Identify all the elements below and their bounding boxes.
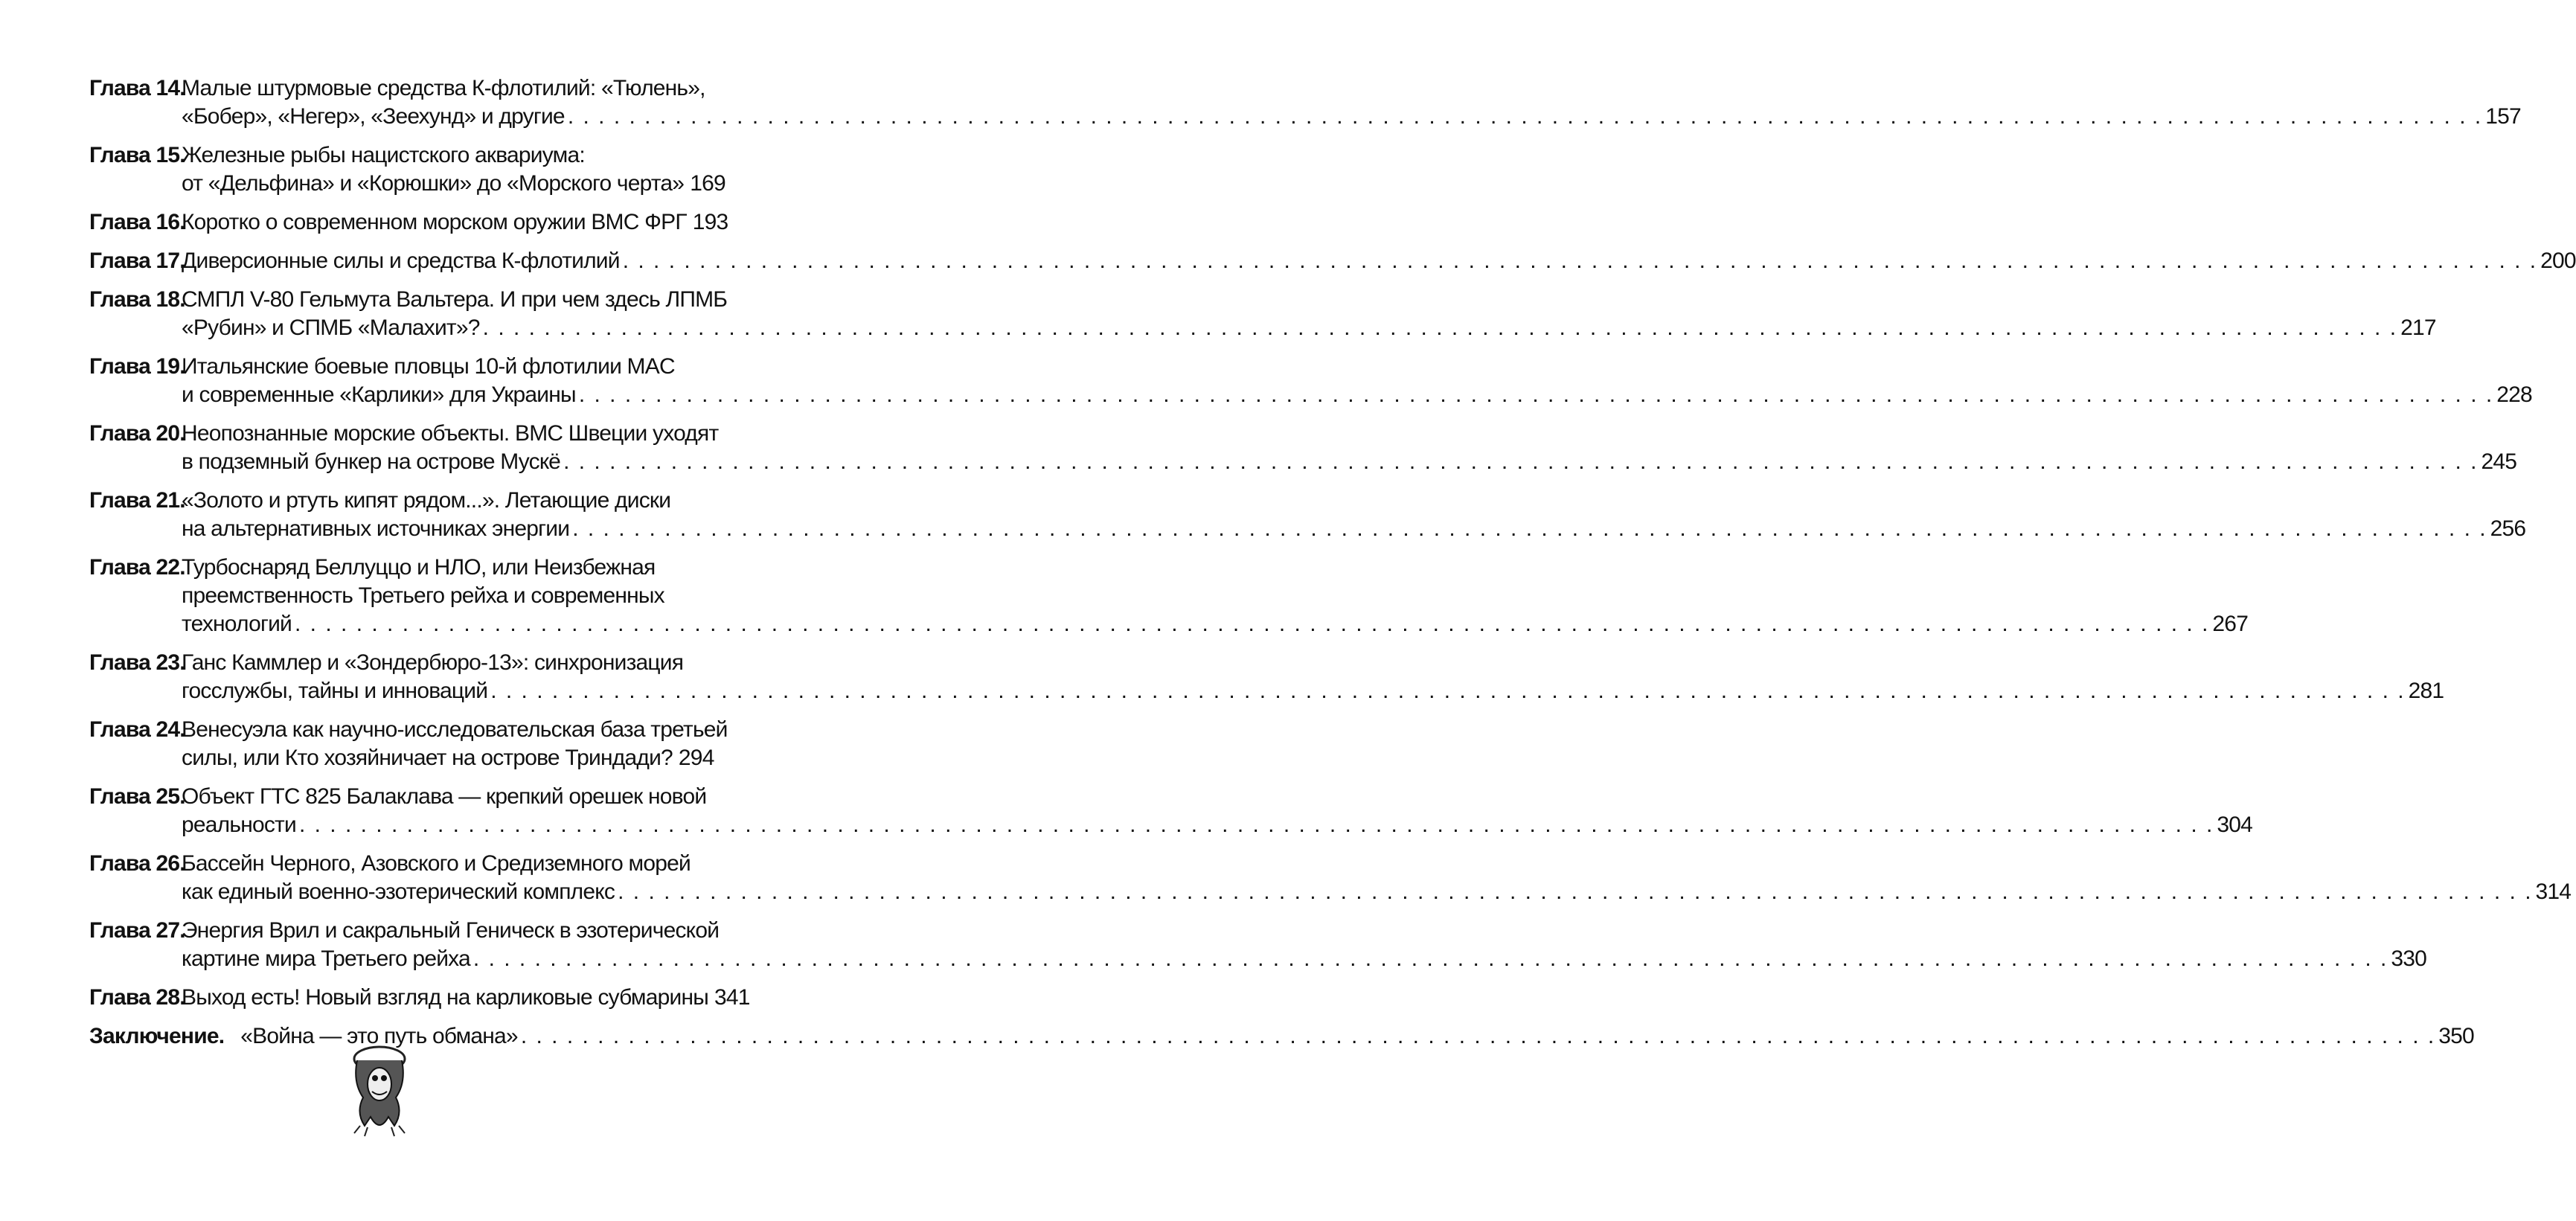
toc-entry-label: Глава 24. xyxy=(89,717,185,742)
toc-page-number: 200 xyxy=(2540,249,2576,273)
toc-entry-title: в подземный бункер на острове Мускё xyxy=(182,449,561,474)
toc-entry-last-line xyxy=(182,314,2436,342)
dot-leader xyxy=(299,811,2214,839)
toc-entry-title-line: Малые штурмовые средства К-флотилий: «Тюлень», xyxy=(182,76,705,100)
toc-page-number: 157 xyxy=(2485,104,2521,129)
toc-entry-title: «Рубин» и СПМБ «Малахит»? xyxy=(182,315,480,340)
toc-entry-label: Глава 19. xyxy=(89,354,185,379)
toc-entry-label: Глава 14. xyxy=(89,76,185,100)
toc-entry-title-line: Турбоснаряд Беллуццо и НЛО, или Неизбежная xyxy=(182,555,656,580)
toc-entry-last-line xyxy=(182,878,2572,906)
toc-entry xyxy=(89,984,750,1012)
toc-entry-title: «Бобер», «Негер», «Зеехунд» и другие xyxy=(182,104,565,129)
toc-entry-title-line: Бассейн Черного, Азовского и Средиземного морей xyxy=(182,851,691,876)
toc-entry-title-line: преемственность Третьего рейха и современных xyxy=(182,583,664,608)
toc-entry-body xyxy=(182,208,728,237)
toc-entry-label: Глава 17. xyxy=(89,249,185,273)
toc-entry-last-line xyxy=(182,448,2517,476)
toc-entry-last-line xyxy=(182,515,2526,543)
toc-entry-title-line: Ганс Каммлер и «Зондербюро-13»: синхронизация xyxy=(182,650,684,675)
toc-entry-body xyxy=(182,850,2572,906)
toc-entry-title: реальности xyxy=(182,813,296,837)
toc-entry-label: Глава 21. xyxy=(89,488,185,513)
toc-entry-title: на альтернативных источниках энергии xyxy=(182,516,570,541)
toc-entry xyxy=(89,208,728,237)
toc-entry-title-line: СМПЛ V-80 Гельмута Вальтера. И при чем здесь ЛПМБ xyxy=(182,287,728,312)
toc-entry-label: Глава 22. xyxy=(89,555,185,580)
toc-entry-body xyxy=(182,420,2517,476)
toc-entry-title: и современные «Карлики» для Украины xyxy=(182,382,576,407)
toc-entry-label: Заключение. xyxy=(89,1024,225,1048)
toc-entry-label: Глава 15. xyxy=(89,143,185,167)
toc-entry-body xyxy=(182,917,2426,973)
toc-entry-title: от «Дельфина» и «Корюшки» до «Морского черта» xyxy=(182,171,685,196)
toc-page-number: 245 xyxy=(2481,449,2517,474)
toc-entry-last-line xyxy=(182,103,2521,131)
toc-entry-body xyxy=(182,74,2521,131)
toc-entry-body xyxy=(182,141,725,198)
toc-entry-last-line xyxy=(182,610,2249,638)
toc-entries xyxy=(89,74,2576,1012)
dot-leader xyxy=(572,515,2487,543)
dot-leader xyxy=(568,103,2482,131)
toc-entry-title-line: Энергия Врил и сакральный Геническ в эзотерической xyxy=(182,918,720,943)
dot-leader xyxy=(623,247,2537,275)
toc-entry xyxy=(89,554,2249,638)
toc-entry-body xyxy=(182,247,2576,275)
toc-entry-body xyxy=(182,353,2532,409)
dot-leader xyxy=(483,314,2397,342)
toc-entry xyxy=(89,247,2576,275)
toc-entry-last-line xyxy=(182,744,714,772)
toc-entry xyxy=(89,141,725,198)
toc-entry-label: Глава 20. xyxy=(89,421,185,446)
toc-entry xyxy=(89,649,2444,705)
table-of-contents xyxy=(89,74,2576,1061)
toc-page-number: 169 xyxy=(690,171,725,196)
toc-entry-title: Выход есть! Новый взгляд на карликовые субмарины xyxy=(182,985,708,1010)
toc-entry-label: Глава 26. xyxy=(89,851,185,876)
dot-leader xyxy=(295,610,2209,638)
toc-page-number: 314 xyxy=(2535,879,2572,904)
toc-entry-last-line xyxy=(182,208,728,237)
toc-entry-last-line xyxy=(182,170,725,198)
toc-page-number: 267 xyxy=(2212,612,2249,636)
toc-entry-title-line: Итальянские боевые пловцы 10-й флотилии MAC xyxy=(182,354,675,379)
dot-leader xyxy=(490,677,2405,705)
dot-leader xyxy=(563,448,2478,476)
toc-entry-body xyxy=(240,1022,2474,1051)
toc-entry xyxy=(89,74,2521,131)
toc-page-number: 281 xyxy=(2408,679,2444,703)
toc-entry xyxy=(89,917,2426,973)
toc-page-number: 330 xyxy=(2391,946,2426,971)
toc-entry xyxy=(89,783,2253,839)
toc-entry xyxy=(89,850,2572,906)
toc-entry-title: «Война — это путь обмана» xyxy=(240,1024,518,1048)
toc-page-number: 350 xyxy=(2438,1024,2474,1048)
dot-leader xyxy=(579,381,2493,409)
toc-entry xyxy=(89,420,2517,476)
toc-entry-title: госслужбы, тайны и инноваций xyxy=(182,679,488,703)
toc-page-number: 193 xyxy=(692,210,728,234)
dot-leader xyxy=(473,945,2388,973)
toc-entry-body xyxy=(182,783,2253,839)
toc-entry-body xyxy=(182,649,2444,705)
toc-entry xyxy=(89,487,2526,543)
toc-page-number: 341 xyxy=(714,985,750,1010)
toc-page-number: 304 xyxy=(2217,813,2253,837)
toc-entry-title-line: «Золото и ртуть кипят рядом...». Летающие диски xyxy=(182,488,671,513)
toc-page-number: 217 xyxy=(2400,315,2436,340)
toc-entry-last-line xyxy=(182,677,2444,705)
toc-entry-body xyxy=(182,554,2249,638)
dot-leader xyxy=(618,878,2532,906)
toc-entry-body xyxy=(182,716,728,772)
toc-entry-title-line: Железные рыбы нацистского аквариума: xyxy=(182,143,585,167)
toc-entry-last-line xyxy=(182,247,2576,275)
toc-entry-title: картине мира Третьего рейха xyxy=(182,946,470,971)
toc-entry-body xyxy=(182,286,2436,342)
toc-entry-title-line: Объект ГТС 825 Балаклава — крепкий орешек новой xyxy=(182,784,707,809)
toc-entry-label: Глава 28. xyxy=(89,985,185,1010)
toc-entry-title: технологий xyxy=(182,612,292,636)
toc-entry-title-line: Неопознанные морские объекты. ВМС Швеции уходят xyxy=(182,421,719,446)
toc-entry-label: Глава 18. xyxy=(89,287,185,312)
toc-entry-body xyxy=(182,487,2526,543)
toc-entry-label: Глава 27. xyxy=(89,918,185,943)
toc-entry xyxy=(89,716,728,772)
toc-entry-title: Коротко о современном морском оружии ВМС ФРГ xyxy=(182,210,687,234)
toc-page-number: 294 xyxy=(678,746,714,770)
toc-entry-last-line xyxy=(182,381,2532,409)
toc-entry-title: как единый военно-эзотерический комплекс xyxy=(182,879,615,904)
dot-leader xyxy=(521,1022,2435,1051)
publisher-emblem-icon xyxy=(350,1038,409,1138)
toc-page-number: 256 xyxy=(2490,516,2526,541)
toc-entry-title-line: Венесуэла как научно-исследовательская база третьей xyxy=(182,717,728,742)
toc-entry-label: Глава 25. xyxy=(89,784,185,809)
toc-entry-label: Глава 23. xyxy=(89,650,185,675)
toc-entry-title: Диверсионные силы и средства К-флотилий xyxy=(182,249,620,273)
toc-entry-last-line xyxy=(182,811,2253,839)
toc-entry-last-line xyxy=(182,945,2426,973)
toc-entry-last-line xyxy=(182,984,750,1012)
toc-entry-body xyxy=(182,984,750,1012)
toc-entry xyxy=(89,353,2532,409)
toc-entry xyxy=(89,286,2436,342)
toc-entry-label: Глава 16. xyxy=(89,210,185,234)
toc-entry-title: силы, или Кто хозяйничает на острове Триндади? xyxy=(182,746,673,770)
toc-page-number: 228 xyxy=(2496,382,2532,407)
toc-entry-last-line xyxy=(240,1022,2474,1051)
